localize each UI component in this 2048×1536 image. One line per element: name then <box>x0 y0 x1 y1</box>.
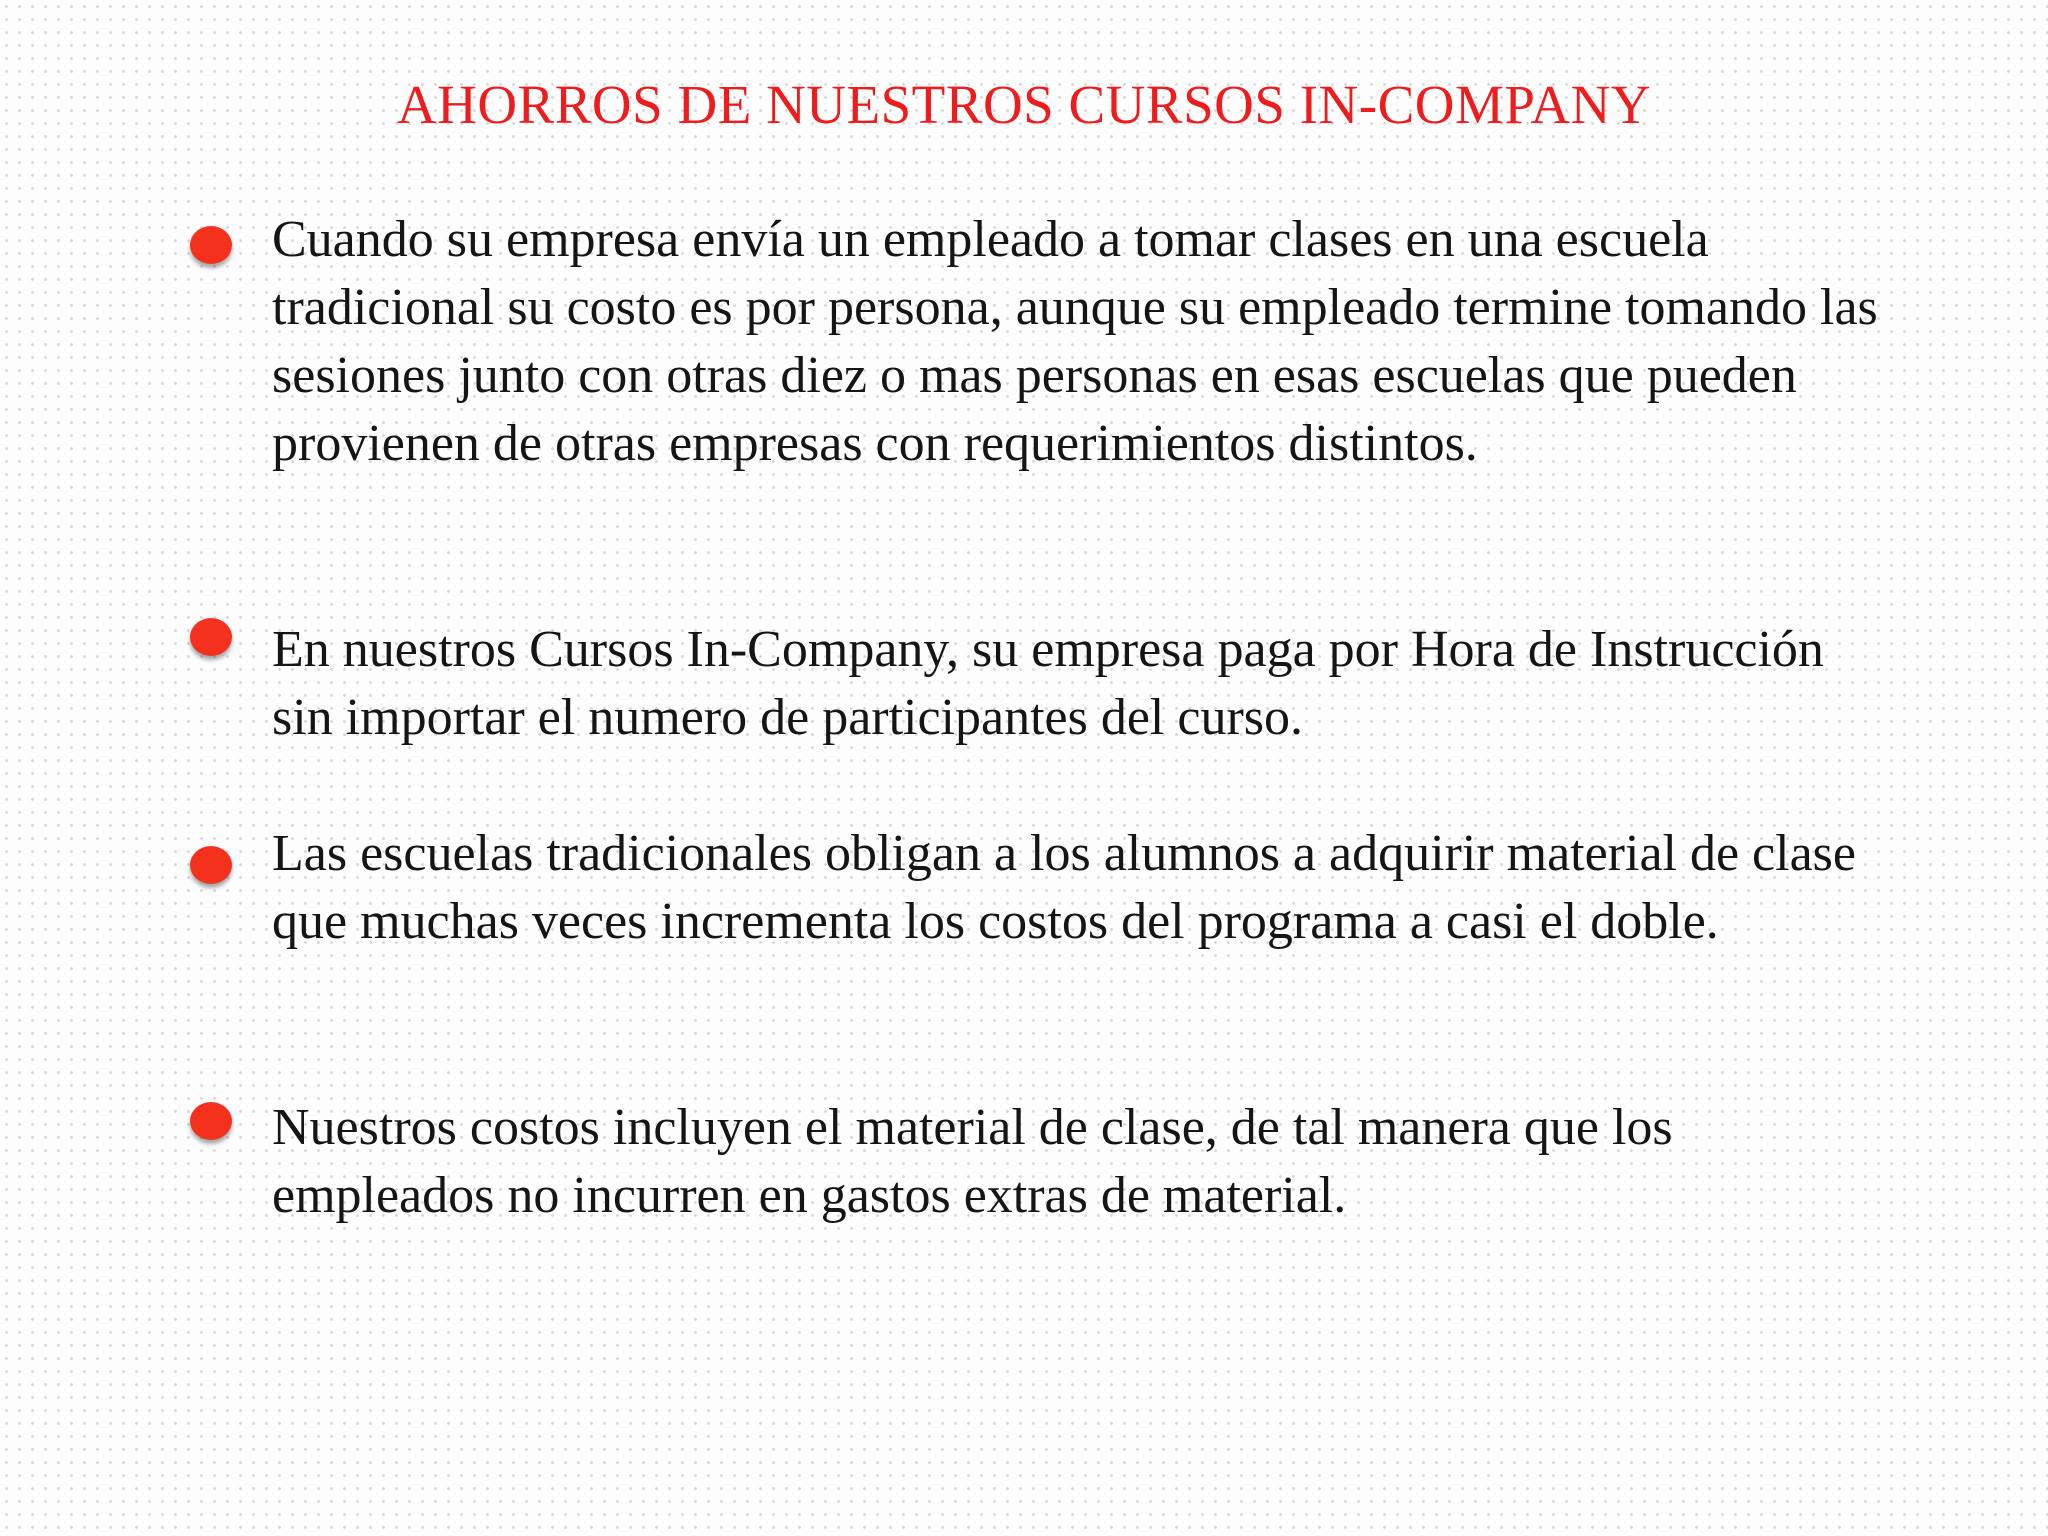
red-dot-bullet-icon <box>190 618 232 656</box>
bullet-text-4: Nuestros costos incluyen el material de clase, de tal manera que los empleados no incurren en gastos extras de material. <box>272 1099 1673 1224</box>
bullet-text-3: Las escuelas tradicionales obligan a los alumnos a adquirir material de clase que muchas veces incrementa los costos del programa a casi el doble. <box>272 825 1856 950</box>
red-dot-bullet-icon <box>190 1102 232 1140</box>
bullet-text-2: En nuestros Cursos In-Company, su empresa paga por Hora de Instrucción sin importar el numero de participantes del curso. <box>272 621 1824 746</box>
bullet-text-1: Cuando su empresa envía un empleado a tomar clases en una escuela tradicional su costo es por persona, aunque su empleado termine tomando las sesiones junto con otras diez o mas personas en esas escuelas que pueden provienen de otras empresas con requerimientos distintos. <box>272 211 1878 472</box>
red-dot-bullet-icon <box>190 846 232 884</box>
red-dot-bullet-icon <box>190 226 232 264</box>
slide-title: AHORROS DE NUESTROS CURSOS IN-COMPANY <box>396 74 1652 135</box>
